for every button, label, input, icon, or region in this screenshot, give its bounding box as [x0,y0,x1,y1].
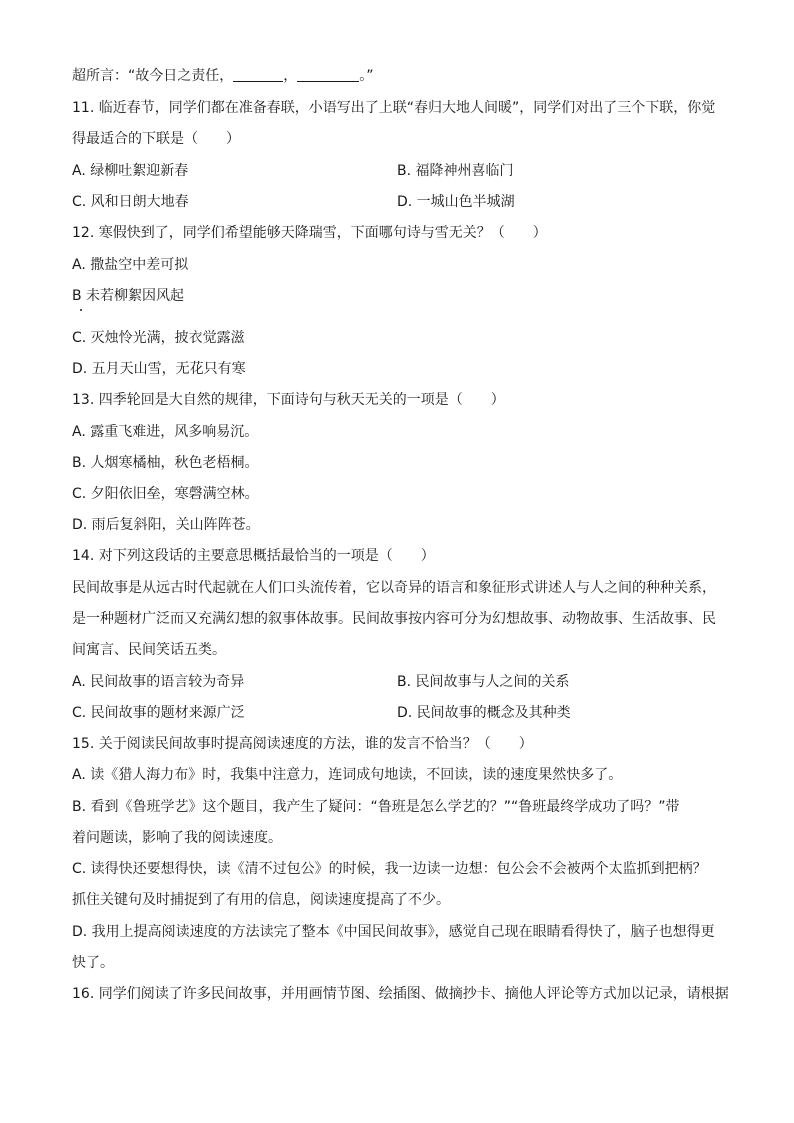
q10-tail-line [72,66,374,86]
q14-passage-line-1: 民间故事是从远古时代起就在人们口头流传着，它以奇异的语言和象征形式讲述人与人之间的种种关系， [72,580,716,596]
q11-option-a[interactable]: A. 绿柳吐絮迎新春 [72,163,189,179]
q12-option-a[interactable]: A. 撒盐空中差可拟 [72,257,189,273]
q15-option-b-cont: 着问题读，影响了我的阅读速度。 [72,830,282,846]
q11-option-b[interactable]: B. 福降神州喜临门 [397,163,514,179]
q14-option-c[interactable]: C. 民间故事的题材来源广泛 [72,705,245,721]
q15-option-b[interactable]: B. 看到《鲁班学艺》这个题目，我产生了疑问：“鲁班是怎么学艺的？”“鲁班最终学成功了吗？”带 [72,799,680,815]
stray-dot [80,309,82,311]
q10-suffix: 。” [359,68,374,84]
q11-stem: 11. 临近春节，同学们都在准备春联，小语写出了上联“春归大地人间暖”，同学们对出了三个下联，你觉 [72,100,716,116]
q15-option-a[interactable]: A. 读《猎人海力布》时，我集中注意力，连词成句地读，不回读，读的速度果然快多了。 [72,767,623,783]
q14-stem: 14. 对下列这段话的主要意思概括最恰当的一项是（ ） [72,548,435,564]
q15-option-d[interactable]: D. 我用上提高阅读速度的方法读完了整本《中国民间故事》，感觉自己现在眼睛看得快了，脑子也想得更 [72,924,715,940]
q15-stem: 15. 关于阅读民间故事时提高阅读速度的方法，谁的发言不恰当？（ ） [72,736,533,752]
q15-option-c[interactable]: C. 读得快还要想得快，读《清不过包公》的时候，我一边读一边想：包公会不会被两个太监抓到把柄？ [72,861,707,877]
q12-option-d[interactable]: D. 五月天山雪，无花只有寒 [72,361,246,377]
q13-option-d[interactable]: D. 雨后复斜阳，关山阵阵苍。 [72,517,260,533]
q10-sep: ， [283,68,298,84]
q15-option-d-cont: 快了。 [72,955,114,971]
q13-option-c[interactable]: C. 夕阳依旧垒，寒磬满空林。 [72,486,259,502]
q11-option-c[interactable]: C. 风和日朗大地春 [72,194,189,210]
q14-option-d[interactable]: D. 民间故事的概念及其种类 [397,705,571,721]
answer-blank-1[interactable] [233,67,283,82]
q14-option-b[interactable]: B. 民间故事与人之间的关系 [397,674,570,690]
q10-prefix: 超所言：“故今日之责任， [72,68,234,84]
q15-option-c-cont: 抓住关键句及时捕捉到了有用的信息，阅读速度提高了不少。 [72,892,450,908]
q14-passage-line-2: 是一种题材广泛而又充满幻想的叙事体故事。民间故事按内容可分为幻想故事、动物故事、生活故事、民 [72,611,716,627]
q13-option-b[interactable]: B. 人烟寒橘柚，秋色老梧桐。 [72,455,259,471]
q12-option-c[interactable]: C. 灭烛怜光满，披衣觉露滋 [72,330,245,346]
q16-stem: 16. 同学们阅读了许多民间故事，并用画情节图、绘插图、做摘抄卡、摘他人评论等方式加以记录，请根据 [72,986,729,1002]
q13-stem: 13. 四季轮回是大自然的规律，下面诗句与秋天无关的一项是（ ） [72,392,505,408]
q14-passage-line-3: 间寓言、民间笑话五类。 [72,642,226,658]
q11-stem-cont: 得最适合的下联是（ ） [72,131,240,147]
q12-stem: 12. 寒假快到了，同学们希望能够天降瑞雪，下面哪句诗与雪无关？（ ） [72,225,547,241]
q11-option-d[interactable]: D. 一城山色半城湖 [397,194,515,210]
q13-option-a[interactable]: A. 露重飞难进，风多响易沉。 [72,424,259,440]
q12-option-b[interactable]: B 未若柳絮因风起 [72,288,185,304]
q14-option-a[interactable]: A. 民间故事的语言较为奇异 [72,674,245,690]
answer-blank-2[interactable] [297,67,359,82]
